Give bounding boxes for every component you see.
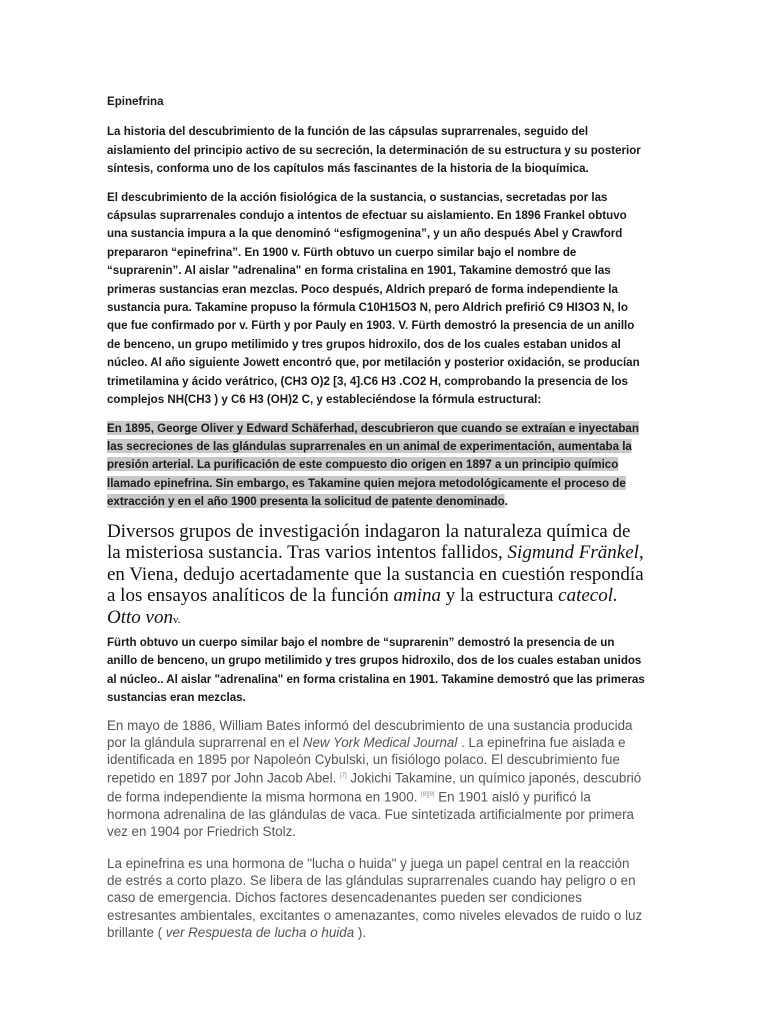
serif-paragraph (107, 521, 647, 632)
bates-text-b: . La epinefrina fue aislada e identificada en 1895 por Napoleón Cybulski, un fisiólogo polaco. El descubrimiento fue repetido en 1897 por John Jacob Abel. (107, 734, 626, 786)
serif-italic-name: Sigmund Fränkel (507, 542, 639, 564)
serif-text-3: y la estructura (441, 585, 559, 607)
paragraph-history: El descubrimiento de la acción fisiológica de la sustancia, o sustancias, secretadas por las cápsulas suprarrenales condujo a intentos de efectuar su aislamiento. En 1896 Frankel obtuvo una sustancia impura a la que denominó “esfigmogenina”, y un año después Abel y Crawford prepararon “epinefrina”. En 1900 v. Fürth obtuvo un cuerpo similar bajo el nombre de “suprarenin”. Al aislar "adrenalina" en forma cristalina en 1901, Takamine demostró que las primeras sustancias eran mezclas. Poco después, Aldrich preparó de forma independiente la sustancia pura. Takamine propuso la fórmula C10H15O3 N, pero Aldrich prefirió C9 HI3O3 N, lo que fue confirmado por v. Fürth y por Pauly en 1903. V. Fürth demostró la presencia de un anillo de benceno, un grupo metilimido y tres grupos hidroxilo, dos de los cuales estaban unidos al núcleo. Al año siguiente Jowett encontró que, por metilación y posterior oxidación, se producían trimetilamina y ácido verátrico, (CH3 O)2 [3, 4].C6 H3 .CO2 H, comprobando la presencia de los complejos NH(CH3 ) y C6 H3 (OH)2 C, y estableciéndose la fórmula estructural: (107, 189, 640, 407)
bates-text-c: Jokichi Takamine, un químico japonés, descubrió de forma independiente la misma hormona en 1900. (107, 770, 642, 805)
bates-text-d: En 1901 aisló y purificó la hormona adrenalina de las glándulas de vaca. Fue sintetizada artificialmente por primera vez en 1904 por Friedrich Stolz. (107, 789, 634, 839)
paragraph-intro: La historia del descubrimiento de la función de las cápsulas suprarrenales, seguido del aislamiento del principio activo de su secreción, la determinación de su estructura y su posterior síntesis, conforma uno de los capítulos más fascinantes de la historia de la bioquímica. (107, 124, 641, 176)
highlight-tail: . (504, 494, 508, 509)
journal-name: New York Medical Journal (302, 734, 458, 750)
paragraph-furth: Fürth obtuvo un cuerpo similar bajo el nombre de “suprarenin” demostró la presencia de un anillo de benceno, un grupo metilimido y tres grupos hidroxilo, dos de los cuales estaban unidos al núcleo.. Al aislar "adrenalina" en forma cristalina en 1901. Takamine demostró que las primeras sustancias eran mezclas. (107, 635, 645, 705)
fight-text-b: ). (354, 924, 367, 940)
paragraph-fight-or-flight (107, 855, 647, 941)
fight-link[interactable]: ver Respuesta de lucha o huida (165, 924, 355, 940)
serif-italic-catecol: catecol. Otto von (107, 585, 618, 628)
paragraph-bates (107, 717, 647, 840)
document-page (107, 92, 647, 956)
reference-7[interactable]: [7] (340, 773, 347, 780)
document-title: Epinefrina (107, 94, 164, 108)
highlighted-text: En 1895, George Oliver y Edward Schäferhad, descubrieron que cuando se extraían e inyectaban las secreciones de las glándulas suprarrenales en un animal de experimentación, aumentaba la presión arterial. La purificación de este compuesto dio origen en 1897 a un principio químico llamado epinefrina. Sin embargo, es Takamine quien mejora metodológicamente el proceso de extracción y en el año 1900 presenta la solicitud de patente denominado (107, 420, 639, 509)
serif-small-v: v. (172, 613, 181, 626)
document-body-condensed-2 (107, 633, 648, 707)
bates-text-a: En mayo de 1886, William Bates informó del descubrimiento de una sustancia producida por la glándula suprarrenal en el (107, 717, 633, 750)
paragraph-highlighted (107, 419, 648, 511)
reference-8-9[interactable]: [8][9] (421, 791, 435, 798)
serif-italic-amina: amina (393, 585, 442, 607)
serif-text-2: , en Viena, dedujo acertadamente que la sustancia en cuestión respondía a los ensayos analíticos de la función (107, 542, 644, 607)
document-body-condensed (107, 92, 648, 511)
fight-text-a: La epinefrina es una hormona de "lucha o huida" y juega un papel central en la reacción de estrés a corto plazo. Se libera de las glándulas suprarrenales cuando hay peligro o en caso de emergencia. Dichos factores desencadenantes pueden ser condiciones estresantes ambientales, excitantes o amenazantes, como niveles elevados de ruido o luz brillante ( (107, 856, 643, 940)
serif-text-1: Diversos grupos de investigación indagaron la naturaleza química de la misteriosa sustancia. Tras varios intentos fallidos, (107, 520, 631, 564)
